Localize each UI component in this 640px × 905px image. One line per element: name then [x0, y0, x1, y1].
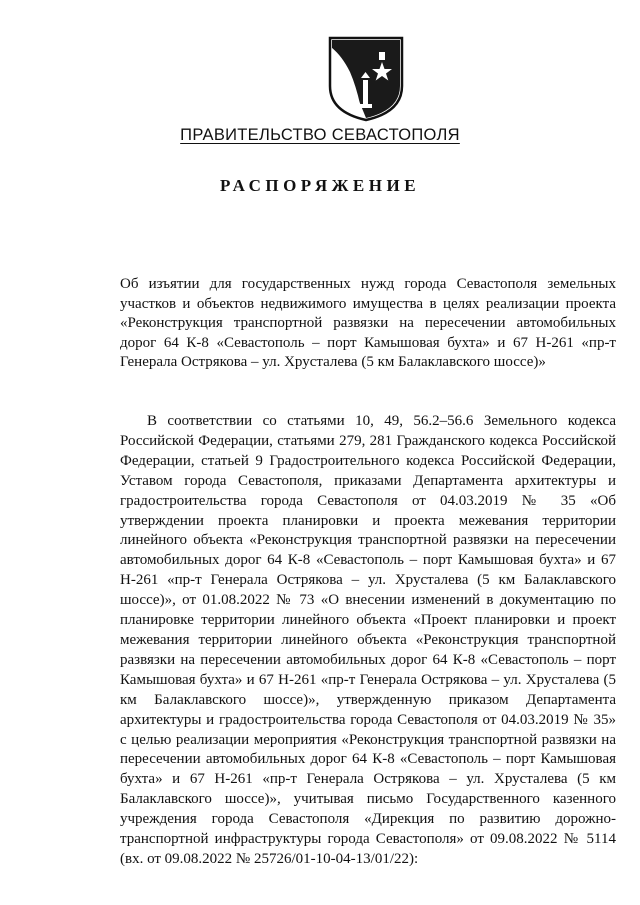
sevastopol-coat-of-arms-icon [326, 34, 406, 122]
document-subject: Об изъятии для государственных нужд города Севастополя земельных участков и объектов недвижимого имущества в целях реализации проекта «Реконструкция транспортной развязки на пересечении автомобильных дорог 64 К-8 «Севастополь – порт Камышовая бухта» и 67 Н-261 «пр-т Генерала Острякова – ул. Хрусталева (5 км Балаклавского шоссе)» [120, 276, 616, 371]
document-type-heading: РАСПОРЯЖЕНИЕ [219, 176, 421, 195]
government-name: ПРАВИТЕЛЬСТВО СЕВАСТОПОЛЯ [180, 126, 460, 144]
body-paragraph: В соответствии со статьями 10, 49, 56.2–56.6 Земельного кодекса Российской Федерации, статьями 279, 281 Гражданского кодекса Российской Федерации, статьей 9 Градостроительного кодекса Российской Федерации, Уставом города Севастополя, приказами Департамента архитектуры и градостроительства города Севастополя от 04.03.2019 № 35 «Об утверждении проекта планировки и проекта межевания территории линейного объекта «Реконструкция транспортной развязки на пересечении автомобильных дорог 64 К-8 «Севастополь – порт Камышовая бухта» и 67 Н-261 «пр-т Генерала Острякова – ул. Хрусталева (5 км Балаклавского шоссе)», от 01.08.2022 № 73 «О внесении изменений в документацию по планировке территории линейного объекта «Проект планировки и проект межевания территории линейного объекта «Реконструкция транспортной развязки на пересечении автомобильных дорог 64 К-8 «Севастополь – порт Камышовая бухта» и 67 Н-261 «пр-т Генерала Острякова – ул. Хрусталева (5 км Балаклавского шоссе)», утвержденную приказом Департамента архитектуры и градостроительства города Севастополя от 04.03.2019 № 35» с целью реализации мероприятия «Реконструкция транспортной развязки на пересечении автомобильных дорог 64 К-8 «Севастополь – порт Камышовая бухта» и 67 Н-261 «пр-т Генерала Острякова – ул. Хрусталева (5 км Балаклавского шоссе)», учитывая письмо Государственного казенного учреждения города Севастополя «Дирекция по развитию дорожно-транспортной инфраструктуры города Севастополя» от 09.08.2022 № 5114 (вх. от 09.08.2022 № 25726/01-10-04-13/01/22): [120, 413, 616, 867]
